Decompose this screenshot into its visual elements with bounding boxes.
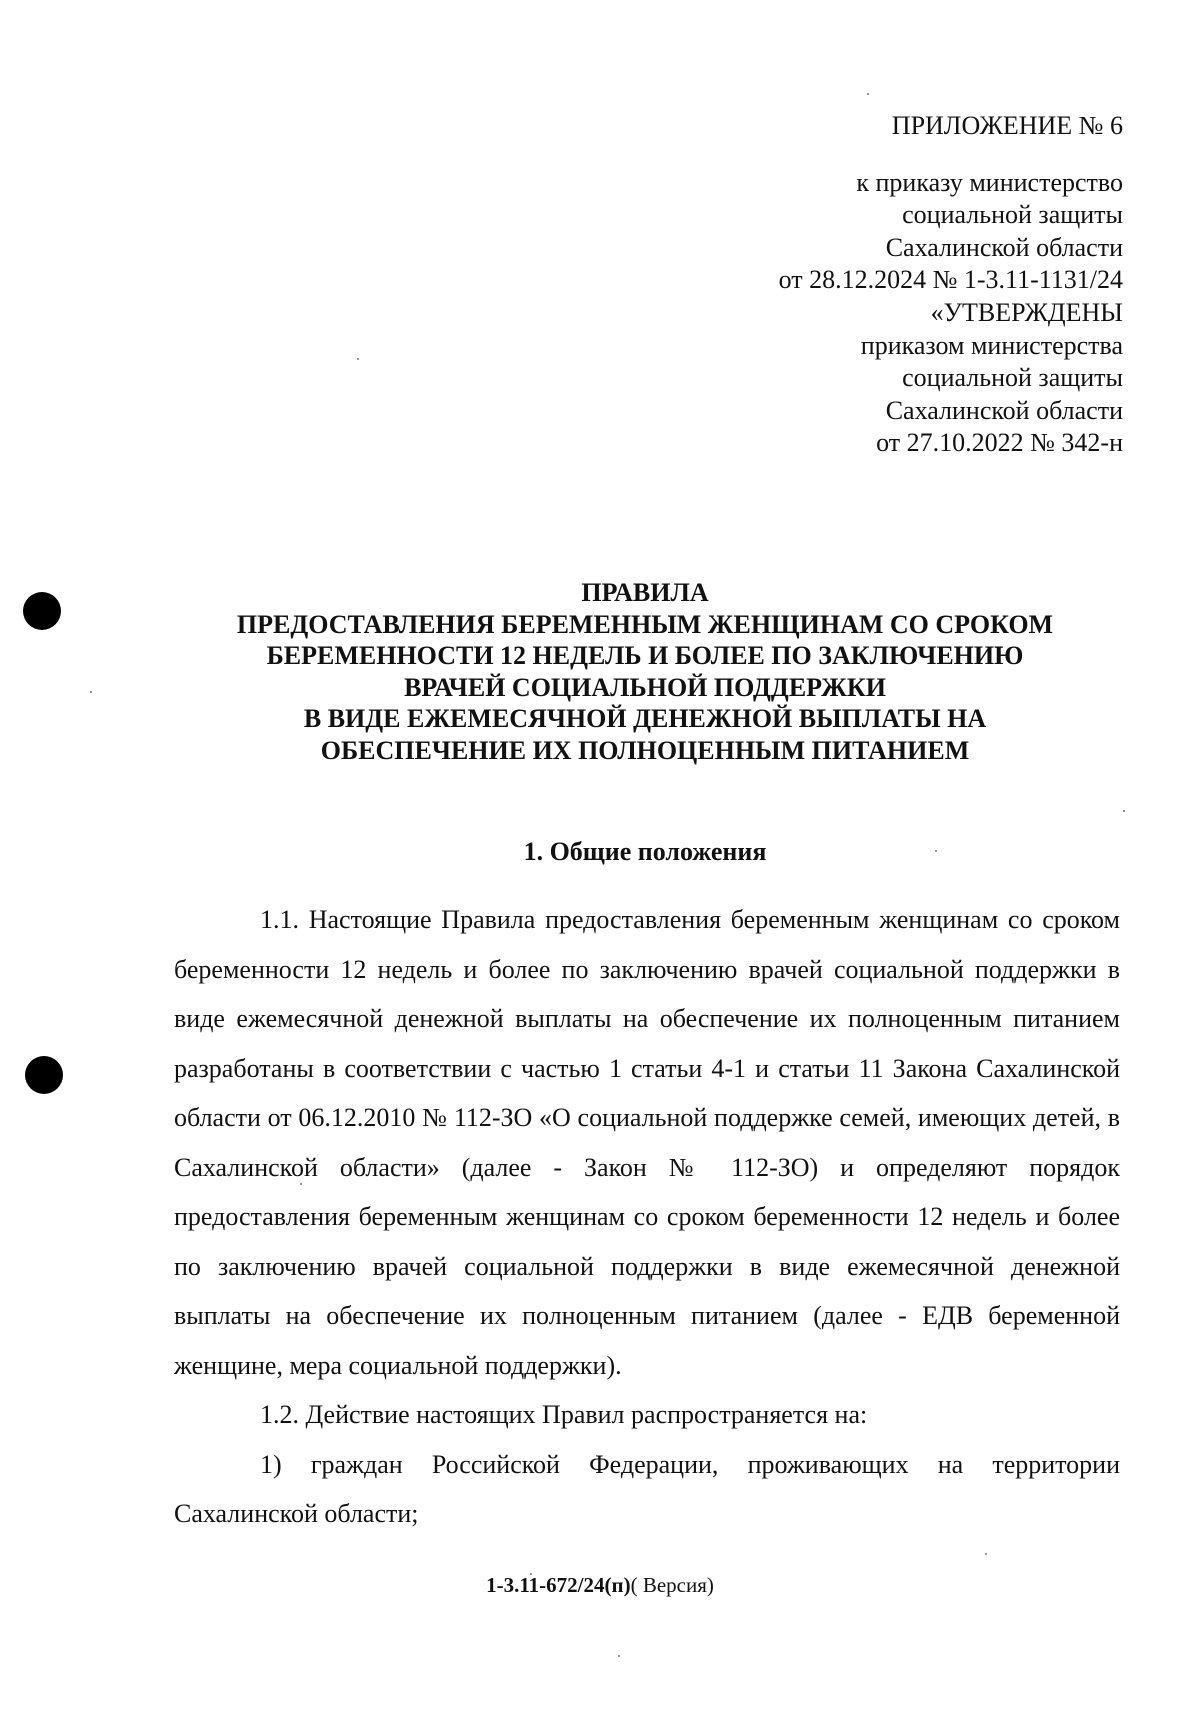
title-line: В ВИДЕ ЕЖЕМЕСЯЧНОЙ ДЕНЕЖНОЙ ВЫПЛАТЫ НА <box>303 704 987 733</box>
section-body <box>174 895 1120 1539</box>
header-line: от 28.12.2024 № 1-3.11-1131/24 <box>778 265 1123 295</box>
paragraph: 1) граждан Российской Федерации, проживающих на территории Сахалинской области; <box>174 1449 1120 1528</box>
header-line: Сахалинской области <box>885 395 1123 425</box>
document-footer <box>0 1573 1200 1598</box>
title-line: БЕРЕМЕННОСТИ 12 НЕДЕЛЬ И БОЛЕЕ ПО ЗАКЛЮЧЕНИЮ <box>266 641 1024 670</box>
header-line: от 27.10.2022 № 342-н <box>876 428 1123 458</box>
section-heading: 1. Общие положения <box>523 837 767 866</box>
approval-header <box>779 110 1123 460</box>
title-line: ОБЕСПЕЧЕНИЕ ИХ ПОЛНОЦЕННЫМ ПИТАНИЕМ <box>320 735 970 765</box>
title-line: ПРАВИЛА <box>581 578 709 607</box>
document-version: ( Версия) <box>630 1573 714 1597</box>
scan-speck <box>1123 810 1125 812</box>
punch-hole-top <box>23 592 61 630</box>
paragraph: 1.1. Настоящие Правила предоставления беременным женщинам со сроком беременности 12 недель и более по заключению врачей социальной поддержки в виде ежемесячной денежной выплаты на обеспечение их полноценным питанием разработаны в соответствии с частью 1 статьи 4-1 и статьи 11 Закона Сахалинской области от 06.12.2010 № 112-ЗО «О социальной поддержке семей, имеющих детей, в Сахалинской области» (далее - Закон № 112-ЗО) и определяют порядок предоставления беременным женщинам со сроком беременности 12 недель и более по заключению врачей социальной поддержки в виде ежемесячной денежной выплаты на обеспечение их полноценным питанием (далее - ЕДВ беременной женщине, мера социальной поддержки). <box>174 905 1120 1380</box>
document-code: 1-3.11-672/24(п) <box>486 1573 631 1597</box>
header-line: «УТВЕРЖДЕНЫ <box>930 297 1123 327</box>
document-title <box>170 577 1120 766</box>
title-line: ВРАЧЕЙ СОЦИАЛЬНОЙ ПОДДЕРЖКИ <box>404 672 886 702</box>
header-line: Сахалинской области <box>885 232 1123 262</box>
scan-speck <box>357 358 359 360</box>
title-line: ПРЕДОСТАВЛЕНИЯ БЕРЕМЕННЫМ ЖЕНЩИНАМ СО СРОКОМ <box>236 609 1054 639</box>
paragraph: 1.2. Действие настоящих Правил распространяется на: <box>260 1400 868 1429</box>
scan-speck <box>90 691 92 693</box>
header-line: приказом министерства <box>860 330 1123 360</box>
header-line: социальной защиты <box>902 200 1123 230</box>
appendix-number: ПРИЛОЖЕНИЕ № 6 <box>891 111 1123 140</box>
scan-speck <box>618 1655 620 1657</box>
header-line: к приказу министерство <box>856 167 1123 197</box>
punch-hole-bottom <box>25 1056 63 1094</box>
scan-speck <box>985 1553 987 1555</box>
scan-speck <box>867 93 869 95</box>
header-line: социальной защиты <box>902 363 1123 393</box>
